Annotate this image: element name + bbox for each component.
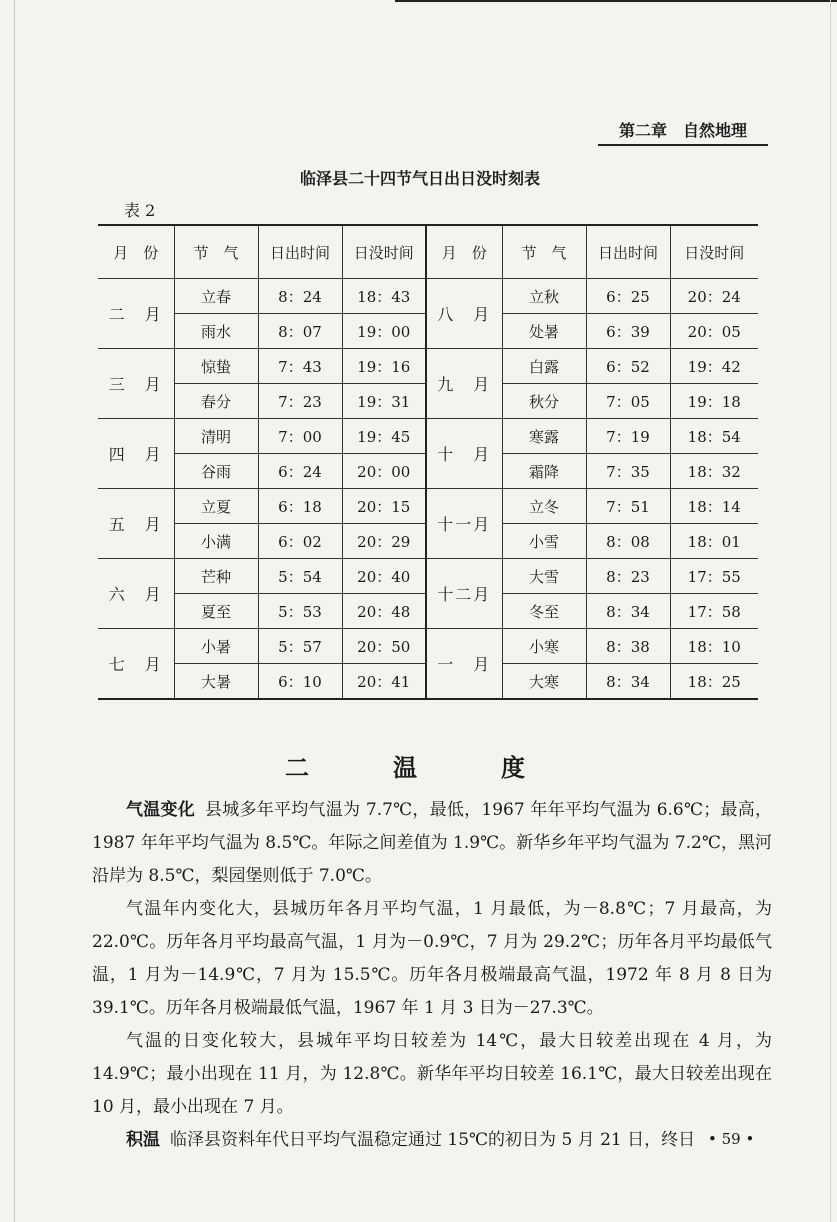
column-header: 月 份 — [98, 225, 174, 279]
sunset-cell: 18：43 — [342, 279, 426, 314]
body-text — [92, 794, 772, 1157]
sunset-cell: 19：18 — [670, 384, 758, 419]
sunset-cell: 19：42 — [670, 349, 758, 384]
solar-term-cell: 大寒 — [502, 664, 586, 700]
month-cell: 十一月 — [426, 489, 502, 559]
sunset-cell: 17：58 — [670, 594, 758, 629]
solar-term-cell: 谷雨 — [174, 454, 258, 489]
paragraph-text: 县城多年平均气温为 7.7℃，最低，1967 年年平均气温为 6.6℃；最高，1987 年年平均气温为 8.5℃。年际之间差值为 1.9℃。新华乡年平均气温为 7.2℃，黑河沿岸为 8.5℃，梨园堡则低于 7.0℃。 — [92, 800, 772, 886]
sunrise-cell: 7：23 — [258, 384, 342, 419]
table-title: 临泽县二十四节气日出日没时刻表 — [299, 169, 540, 188]
sunrise-cell: 6：52 — [586, 349, 670, 384]
column-header: 日没时间 — [670, 225, 758, 279]
column-header: 节 气 — [502, 225, 586, 279]
table-row — [98, 419, 758, 454]
table-label: 表 2 — [124, 201, 156, 220]
solar-terms-table — [98, 224, 758, 700]
sunset-cell: 19：45 — [342, 419, 426, 454]
sunrise-cell: 5：57 — [258, 629, 342, 664]
sunrise-cell: 7：00 — [258, 419, 342, 454]
month-cell: 一 月 — [426, 629, 502, 700]
column-header: 日出时间 — [586, 225, 670, 279]
sunrise-cell: 7：43 — [258, 349, 342, 384]
month-cell: 六 月 — [98, 559, 174, 629]
sunrise-cell: 7：35 — [586, 454, 670, 489]
section-title: 二 温 度 — [285, 753, 555, 782]
solar-term-cell: 立秋 — [502, 279, 586, 314]
solar-term-cell: 惊蛰 — [174, 349, 258, 384]
paragraph-text: 气温年内变化大，县城历年各月平均气温，1 月最低，为－8.8℃；7 月最高，为 22.0℃。历年各月平均最高气温，1 月为－0.9℃，7 月为 29.2℃；历年各月平均最低气温，1 月为－14.9℃，7 月为 15.5℃。历年各月极端最高气温，1972 年 8 月 8 日为 39.1℃。历年各月极端最低气温，1967 年 1 月 3 日为－27.3℃。 — [92, 899, 772, 1018]
sunrise-cell: 7：51 — [586, 489, 670, 524]
solar-term-cell: 霜降 — [502, 454, 586, 489]
month-cell: 九 月 — [426, 349, 502, 419]
solar-term-cell: 小雪 — [502, 524, 586, 559]
month-cell: 五 月 — [98, 489, 174, 559]
binding-edge — [14, 0, 15, 1222]
sunrise-cell: 7：19 — [586, 419, 670, 454]
solar-term-cell: 立春 — [174, 279, 258, 314]
sunset-cell: 17：55 — [670, 559, 758, 594]
paragraph-text: 临泽县资料年代日平均气温稳定通过 15℃的初日为 5 月 21 日，终日 — [170, 1130, 696, 1150]
sunrise-cell: 8：38 — [586, 629, 670, 664]
sunrise-cell: 8：07 — [258, 314, 342, 349]
sunrise-cell: 6：24 — [258, 454, 342, 489]
sunset-cell: 20：15 — [342, 489, 426, 524]
top-rule — [395, 0, 837, 2]
page-edge — [830, 0, 831, 1222]
solar-term-cell: 芒种 — [174, 559, 258, 594]
page-number: • 59 • — [708, 1130, 755, 1148]
table-row — [98, 559, 758, 594]
solar-term-cell: 春分 — [174, 384, 258, 419]
sunset-cell: 18：01 — [670, 524, 758, 559]
month-cell: 四 月 — [98, 419, 174, 489]
sunset-cell: 20：40 — [342, 559, 426, 594]
sunset-cell: 19：16 — [342, 349, 426, 384]
sunrise-cell: 8：34 — [586, 664, 670, 700]
column-header: 节 气 — [174, 225, 258, 279]
solar-term-cell: 小满 — [174, 524, 258, 559]
solar-term-cell: 寒露 — [502, 419, 586, 454]
table-row — [98, 279, 758, 314]
column-header: 日出时间 — [258, 225, 342, 279]
sunrise-cell: 6：25 — [586, 279, 670, 314]
solar-term-cell: 大暑 — [174, 664, 258, 700]
table-row — [98, 629, 758, 664]
sunset-cell: 20：00 — [342, 454, 426, 489]
paragraph — [92, 794, 772, 893]
sunset-cell: 18：25 — [670, 664, 758, 700]
sunrise-cell: 5：53 — [258, 594, 342, 629]
sunrise-cell: 7：05 — [586, 384, 670, 419]
paragraph-lead: 积温 — [126, 1130, 160, 1150]
sunset-cell: 20：24 — [670, 279, 758, 314]
sunrise-cell: 8：08 — [586, 524, 670, 559]
sunset-cell: 20：05 — [670, 314, 758, 349]
sunset-cell: 20：41 — [342, 664, 426, 700]
month-cell: 十 月 — [426, 419, 502, 489]
solar-term-cell: 小寒 — [502, 629, 586, 664]
month-cell: 二 月 — [98, 279, 174, 349]
column-header: 日没时间 — [342, 225, 426, 279]
sunrise-cell: 6：10 — [258, 664, 342, 700]
sunset-cell: 20：50 — [342, 629, 426, 664]
sunrise-cell: 6：02 — [258, 524, 342, 559]
month-cell: 八 月 — [426, 279, 502, 349]
sunset-cell: 19：00 — [342, 314, 426, 349]
sunset-cell: 20：48 — [342, 594, 426, 629]
paragraph — [92, 893, 772, 1025]
paragraph-text: 气温的日变化较大，县城年平均日较差为 14℃，最大日较差出现在 4 月，为 14.9℃；最小出现在 11 月，为 12.8℃。新华年平均日较差 16.1℃，最大日较差出现在 10 月，最小出现在 7 月。 — [92, 1031, 772, 1117]
solar-term-cell: 雨水 — [174, 314, 258, 349]
solar-term-cell: 立夏 — [174, 489, 258, 524]
solar-term-cell: 大雪 — [502, 559, 586, 594]
solar-term-cell: 白露 — [502, 349, 586, 384]
sunrise-cell: 8：34 — [586, 594, 670, 629]
month-cell: 七 月 — [98, 629, 174, 700]
table-row — [98, 349, 758, 384]
sunrise-cell: 6：39 — [586, 314, 670, 349]
table-header-row — [98, 225, 758, 279]
solar-term-cell: 清明 — [174, 419, 258, 454]
paragraph-lead: 气温变化 — [126, 800, 195, 820]
solar-term-cell: 秋分 — [502, 384, 586, 419]
solar-term-cell: 立冬 — [502, 489, 586, 524]
month-cell: 十二月 — [426, 559, 502, 629]
column-header: 月 份 — [426, 225, 502, 279]
sunset-cell: 18：54 — [670, 419, 758, 454]
sunset-cell: 18：32 — [670, 454, 758, 489]
paragraph — [92, 1025, 772, 1124]
sunset-cell: 18：10 — [670, 629, 758, 664]
table-row — [98, 489, 758, 524]
solar-term-cell: 处暑 — [502, 314, 586, 349]
month-cell: 三 月 — [98, 349, 174, 419]
paragraph — [92, 1124, 772, 1157]
solar-term-cell: 冬至 — [502, 594, 586, 629]
sunrise-cell: 5：54 — [258, 559, 342, 594]
sunset-cell: 18：14 — [670, 489, 758, 524]
sunrise-cell: 8：24 — [258, 279, 342, 314]
sunrise-cell: 6：18 — [258, 489, 342, 524]
chapter-running-head: 第二章 自然地理 — [598, 118, 768, 146]
sunset-cell: 19：31 — [342, 384, 426, 419]
sunset-cell: 20：29 — [342, 524, 426, 559]
solar-term-cell: 小暑 — [174, 629, 258, 664]
sunrise-cell: 8：23 — [586, 559, 670, 594]
solar-term-cell: 夏至 — [174, 594, 258, 629]
